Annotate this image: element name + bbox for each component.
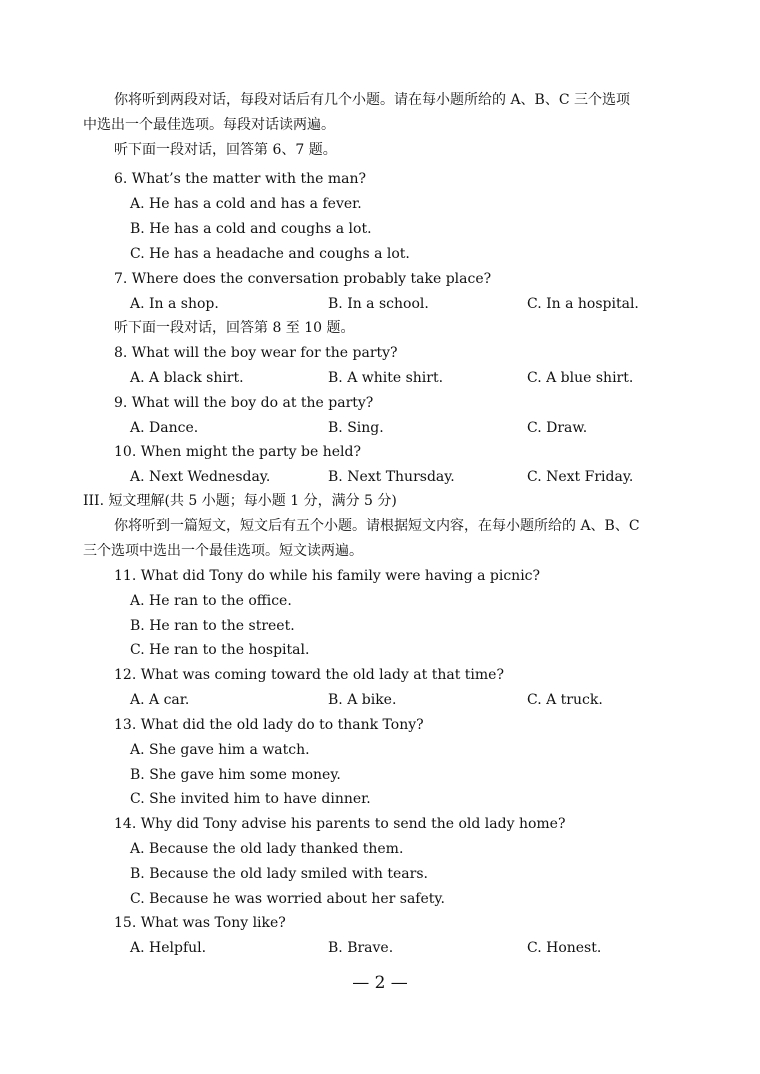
- part2-instructions-line2: 中选出一个最佳选项。每段对话读两遍。: [83, 117, 335, 133]
- question-14-stem: 14. Why did Tony advise his parents to send the old lady home?: [114, 816, 566, 832]
- question-13-stem: 13. What did the old lady do to thank Tony?: [114, 717, 424, 733]
- question-6-option-a: A. He has a cold and has a fever.: [130, 196, 362, 212]
- question-10-option-b: B. Next Thursday.: [328, 469, 455, 485]
- question-8-option-a: A. A black shirt.: [130, 370, 244, 386]
- question-12-option-b: B. A bike.: [328, 692, 397, 708]
- question-9-stem: 9. What will the boy do at the party?: [114, 395, 374, 411]
- question-8-option-c: C. A blue shirt.: [527, 370, 634, 386]
- question-6-option-b: B. He has a cold and coughs a lot.: [130, 221, 372, 237]
- question-11-option-c: C. He ran to the hospital.: [130, 642, 310, 658]
- dialogue1-intro: 听下面一段对话，回答第 6、7 题。: [114, 142, 337, 158]
- question-9-option-b: B. Sing.: [328, 420, 384, 436]
- question-12-option-a: A. A car.: [130, 692, 190, 708]
- question-7-option-b: B. In a school.: [328, 296, 429, 312]
- question-8-option-b: B. A white shirt.: [328, 370, 444, 386]
- part2-instructions-line1: 你将听到两段对话，每段对话后有几个小题。请在每小题所给的 A、B、C 三个选项: [114, 92, 631, 108]
- question-6-option-c: C. He has a headache and coughs a lot.: [130, 246, 410, 262]
- question-11-stem: 11. What did Tony do while his family were having a picnic?: [114, 568, 541, 584]
- question-15-option-a: A. Helpful.: [130, 940, 207, 956]
- question-14-option-a: A. Because the old lady thanked them.: [130, 841, 404, 857]
- dialogue2-intro: 听下面一段对话，回答第 8 至 10 题。: [114, 320, 355, 336]
- question-15-option-c: C. Honest.: [527, 940, 602, 956]
- part3-instructions-line2: 三个选项中选出一个最佳选项。短文读两遍。: [83, 543, 363, 559]
- question-7-stem: 7. Where does the conversation probably take place?: [114, 271, 492, 287]
- question-15-stem: 15. What was Tony like?: [114, 915, 286, 931]
- question-10-option-c: C. Next Friday.: [527, 469, 634, 485]
- question-9-option-c: C. Draw.: [527, 420, 588, 436]
- question-10-option-a: A. Next Wednesday.: [130, 469, 271, 485]
- question-11-option-b: B. He ran to the street.: [130, 618, 295, 634]
- part3-instructions-line1: 你将听到一篇短文，短文后有五个小题。请根据短文内容，在每小题所给的 A、B、C: [114, 518, 640, 534]
- question-15-option-b: B. Brave.: [328, 940, 394, 956]
- question-10-stem: 10. When might the party be held?: [114, 444, 361, 460]
- question-14-option-c: C. Because he was worried about her safety.: [130, 891, 445, 907]
- question-7-option-a: A. In a shop.: [130, 296, 219, 312]
- question-8-stem: 8. What will the boy wear for the party?: [114, 345, 398, 361]
- question-7-option-c: C. In a hospital.: [527, 296, 639, 312]
- question-12-stem: 12. What was coming toward the old lady at that time?: [114, 667, 504, 683]
- question-12-option-c: C. A truck.: [527, 692, 603, 708]
- question-9-option-a: A. Dance.: [130, 420, 199, 436]
- part3-heading: III. 短文理解(共 5 小题；每小题 1 分，满分 5 分): [83, 493, 397, 509]
- page-number: — 2 —: [352, 973, 408, 993]
- question-14-option-b: B. Because the old lady smiled with tears.: [130, 866, 428, 882]
- question-13-option-b: B. She gave him some money.: [130, 767, 341, 783]
- question-11-option-a: A. He ran to the office.: [130, 593, 292, 609]
- question-13-option-c: C. She invited him to have dinner.: [130, 791, 371, 807]
- question-6-stem: 6. What’s the matter with the man?: [114, 171, 367, 187]
- question-13-option-a: A. She gave him a watch.: [130, 742, 310, 758]
